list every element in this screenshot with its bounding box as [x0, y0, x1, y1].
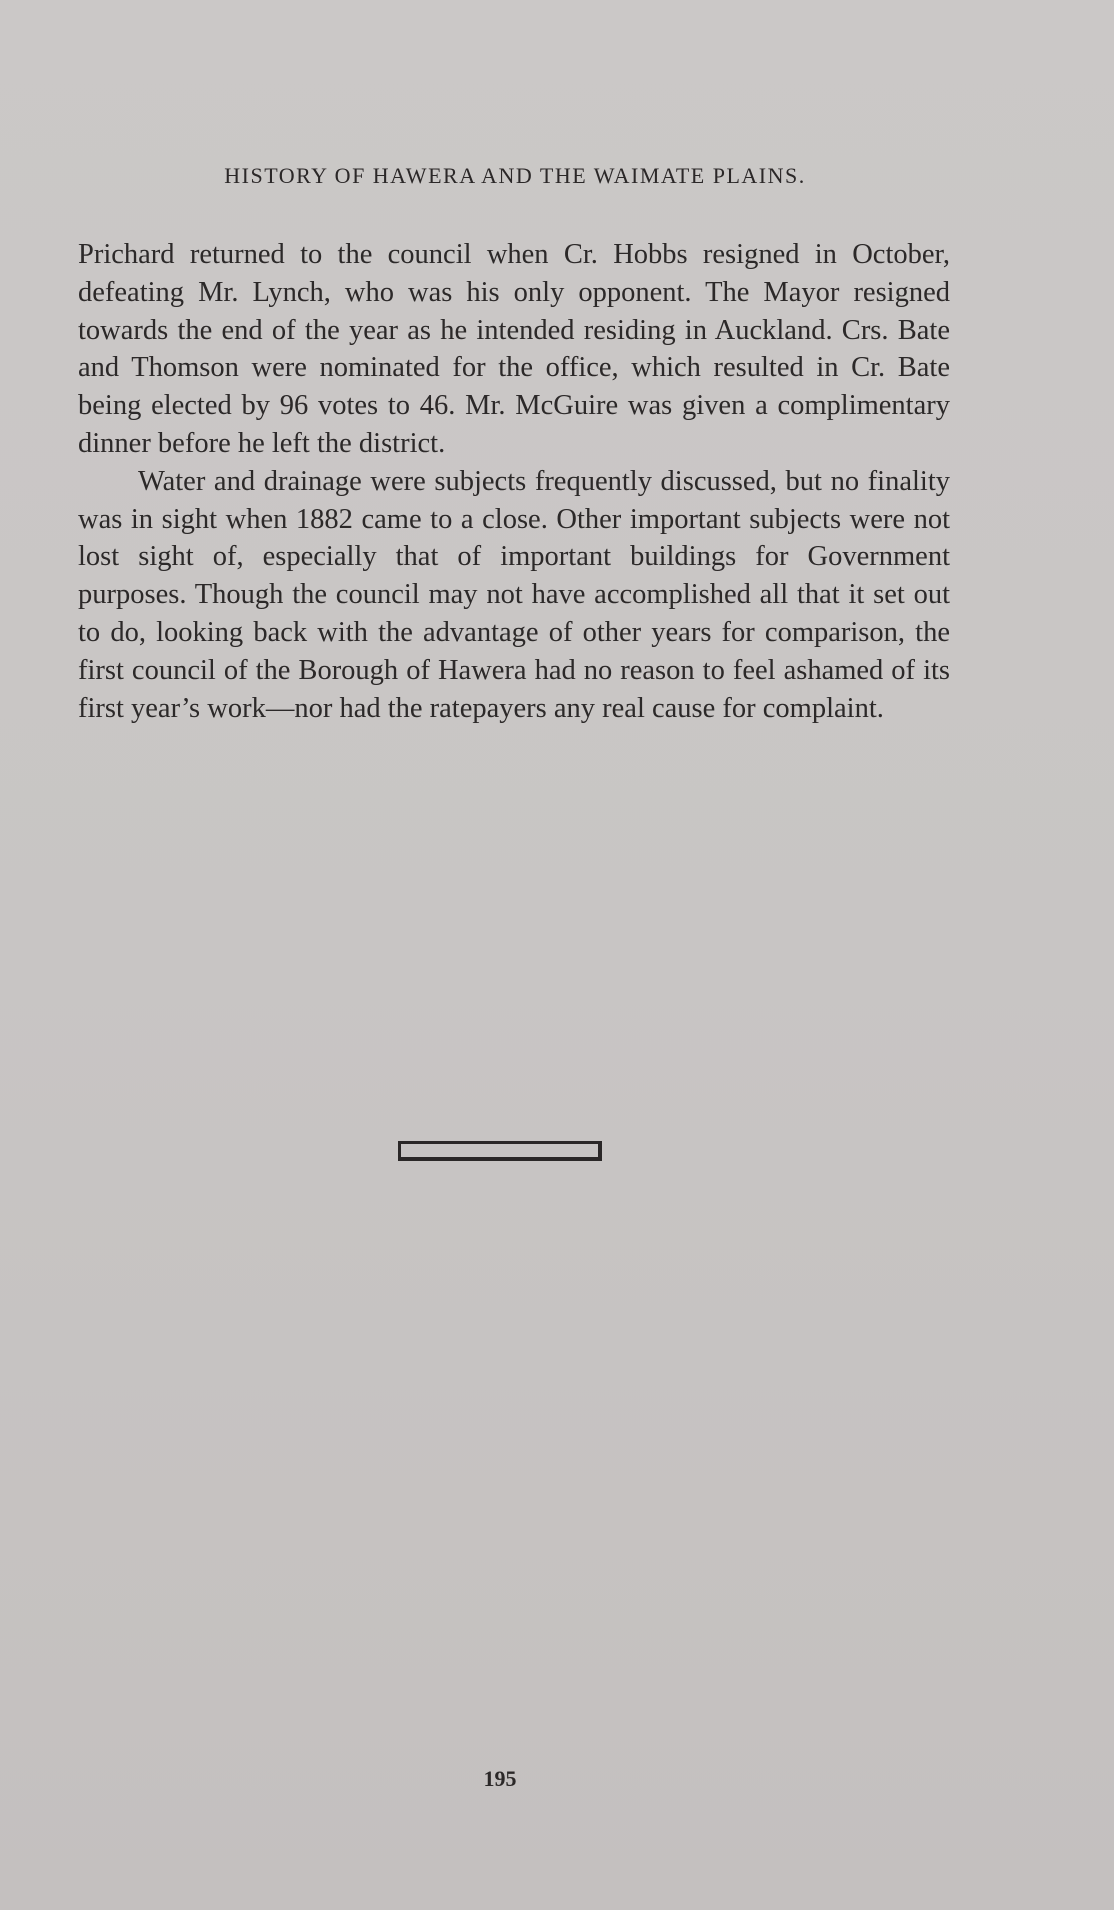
- section-end-ornament: [398, 1141, 602, 1161]
- paragraph-1: Prichard returned to the council when Cr. Hobbs resigned in October, defeating Mr. Lynch, who was his only opponent. The Mayor resigned towards the end of the year as he intended residing in Auckland. Crs. Bate and Thomson were nominated for the office, which resulted in Cr. Bate being elected by 96 votes to 46. Mr. McGuire was given a complimentary dinner before he left the district.: [78, 239, 950, 459]
- paragraph-2: Water and drainage were subjects frequently discussed, but no finality was in sight when 1882 came to a close. Other important subjects were not lost sight of, especially that of important buildings for Government purposes. Though the council may not have accomplished all that it set out to do, looking back with the advantage of other years for comparison, the first council of the Borough of Hawera had no reason to feel ashamed of its first year’s work—nor had the ratepayers any real cause for complaint.: [78, 465, 950, 724]
- body-text: [78, 236, 950, 727]
- running-head: HISTORY OF HAWERA AND THE WAIMATE PLAINS.: [224, 163, 806, 188]
- page-number: 195: [483, 1766, 517, 1791]
